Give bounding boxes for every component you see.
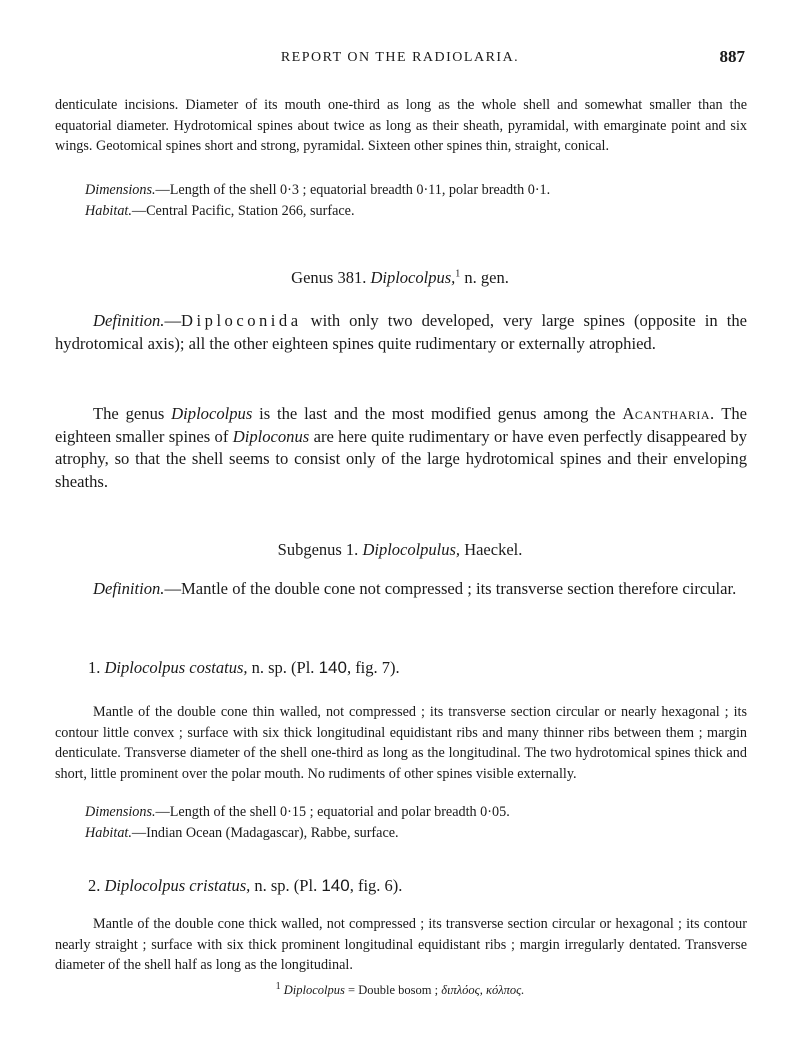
species-1-dimensions	[85, 802, 745, 823]
continuation-text: denticulate incisions. Diameter of its mouth one-third as long as the whole shell and somewhat smaller than the equatorial diameter. Hydrotomical spines about twice as long as their sheath, pyramidal, with emarginate point and six wings. Geotomical spines short and strong, pyramidal. Sixteen other spines thin, straight, conical.	[55, 97, 747, 154]
genus-para-caps: Acantharia.	[622, 404, 715, 423]
species-2-name: Diplocolpus cristatus,	[104, 876, 251, 895]
species-2-description: Mantle of the double cone thick walled, not compressed ; its transverse section circular or hexagonal ; its contour nearly straight ; surface with six thick prominent longitudinal equidistant ribs ; margin irregularly dentated. Transverse diameter of the shell half as long as the longitudinal.	[55, 916, 747, 973]
footnote-name: Diplocolpus	[283, 983, 345, 997]
genus-definition	[55, 310, 747, 355]
dimensions-text: —Length of the shell 0·3 ; equatorial breadth 0·11, polar breadth 0·1.	[155, 182, 551, 198]
subgenus-definition-label: Definition.	[93, 579, 165, 598]
page-number: 887	[719, 47, 745, 66]
running-title: REPORT ON THE RADIOLARIA.	[280, 50, 520, 65]
subgenus-suffix: Haeckel.	[460, 540, 523, 559]
dimensions-label: Dimensions.	[85, 182, 156, 198]
species-1-habitat	[85, 823, 745, 844]
definition-text: with only two developed, very large spines (opposite in the hydrotomical axis); all the other eighteen spines quite rudimentary or externally atrophied.	[55, 311, 747, 353]
genus-paragraph	[55, 403, 747, 493]
subgenus-name: Diplocolpulus,	[362, 540, 461, 559]
species-2-tail: , fig. 6).	[349, 876, 403, 895]
continuation-dimensions	[85, 180, 745, 201]
habitat-label: Habitat.	[85, 203, 132, 219]
species-1-dimensions-text: —Length of the shell 0·15 ; equatorial and polar breadth 0·05.	[155, 804, 510, 820]
footnote-mark: 1	[275, 980, 281, 992]
species-2-number: 2.	[88, 876, 105, 895]
habitat-text: —Central Pacific, Station 266, surface.	[131, 203, 355, 219]
genus-para-name-2: Diploconus	[232, 426, 310, 446]
genus-suffix: n. gen.	[460, 268, 509, 287]
footnote	[0, 980, 800, 998]
genus-para-text-4: are here quite rudimentary or have even perfectly disappeared by atrophy, so that the shell seems to consist only of the large hydrotomical spines and their enveloping sheaths.	[55, 426, 747, 491]
species-1-description: Mantle of the double cone thin walled, not compressed ; its transverse section circular or nearly hexagonal ; its contour little convex ; surface with six thick longitudinal equidistant ribs and many thinner ribs between them ; margin denticulate. Transverse diameter of the shell one-third as long as the longitudinal. The two hydrotomical spines thick and short, little prominent over the polar mouth. No rudiments of other spines visible externally.	[55, 704, 747, 782]
footnote-marker: 1	[455, 268, 461, 280]
subgenus-definition	[55, 578, 747, 601]
definition-label: Definition.	[93, 311, 165, 330]
definition-spaced-word: Diploconida	[181, 311, 302, 330]
genus-para-text-2: is the last and the most modified genus among the	[252, 404, 623, 423]
species-2-mid: n. sp. (Pl.	[250, 876, 322, 895]
species-2-plate: 140	[321, 876, 350, 895]
definition-dash: —	[164, 311, 182, 330]
subgenus-definition-text: —Mantle of the double cone not compressed ; its transverse section therefore circular.	[164, 579, 737, 598]
species-1-habitat-text: —Indian Ocean (Madagascar), Rabbe, surface.	[131, 825, 399, 841]
genus-heading	[0, 268, 800, 288]
species-1-dimensions-label: Dimensions.	[85, 804, 156, 820]
genus-name: Diplocolpus,	[370, 268, 456, 287]
species-1-plate: 140	[318, 658, 347, 677]
species-1-name: Diplocolpus costatus,	[104, 658, 248, 677]
subgenus-prefix: Subgenus 1.	[277, 540, 363, 559]
species-1-heading	[88, 658, 400, 678]
species-1-tail: , fig. 7).	[346, 658, 400, 677]
genus-prefix: Genus 381.	[291, 268, 371, 287]
genus-para-name-1: Diplocolpus	[171, 404, 253, 423]
species-2-heading	[88, 876, 402, 896]
species-1-habitat-label: Habitat.	[85, 825, 132, 841]
species-1-number: 1.	[88, 658, 105, 677]
subgenus-heading	[0, 540, 800, 560]
species-1-mid: n. sp. (Pl.	[247, 658, 319, 677]
footnote-greek: διπλόος, κόλπος.	[441, 983, 525, 997]
footnote-text: = Double bosom ;	[344, 983, 442, 997]
continuation-habitat	[85, 201, 745, 222]
genus-para-text-3: The eighteen smaller spines of	[55, 404, 747, 446]
continuation-paragraph	[55, 95, 747, 157]
genus-para-text-1: The genus	[93, 404, 172, 423]
